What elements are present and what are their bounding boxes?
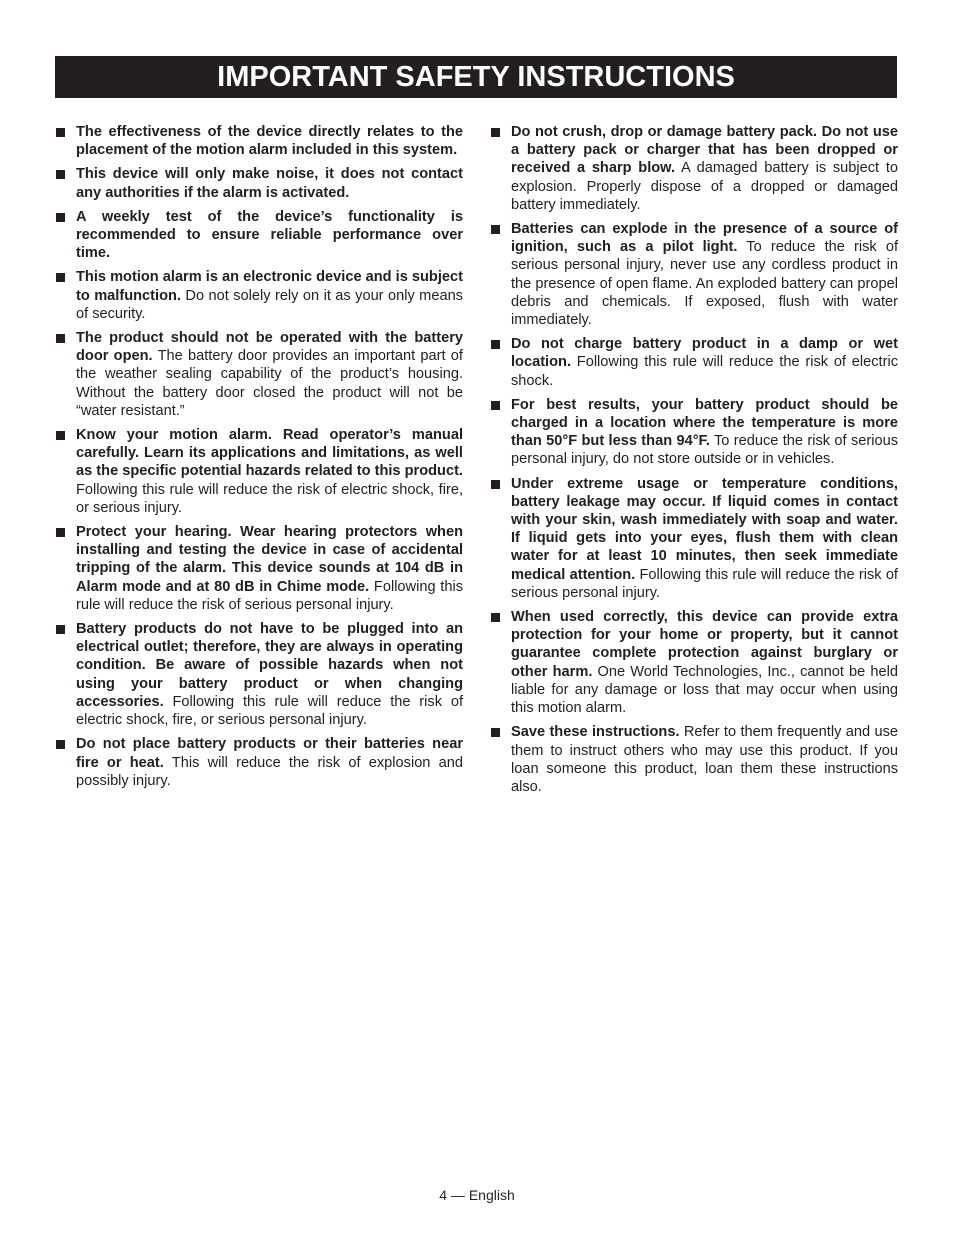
page-footer: 4 — English — [439, 1187, 515, 1203]
instruction-item — [490, 335, 898, 390]
instruction-text: Following this rule will reduce the risk of serious personal injury. — [76, 578, 463, 613]
instruction-item — [55, 426, 463, 517]
instruction-text: One World Technologies, Inc., cannot be held liable for any damage or loss that may occur when using this motion alarm. — [511, 663, 898, 717]
instruction-heading: Do not crush, drop or damage battery pack. Do not use a battery pack or charger that has been dropped or received a sharp blow. — [511, 124, 898, 177]
instruction-heading: This device will only make noise, it does not contact any authorities if the alarm is activated. — [76, 166, 463, 201]
instruction-text: To reduce the risk of serious personal injury, never use any cordless product in the presence of open flame. An exploded battery can propel debris and chemicals. If exposed, flush with water immediately. — [511, 239, 898, 329]
instruction-item — [490, 220, 898, 329]
instruction-item — [55, 123, 463, 159]
square-bullet-icon — [56, 170, 65, 179]
instruction-item — [55, 208, 463, 263]
square-bullet-icon — [56, 431, 65, 440]
instruction-heading: Do not place battery products or their batteries near fire or heat. — [76, 736, 463, 771]
instruction-item — [490, 396, 898, 469]
square-bullet-icon — [491, 340, 500, 349]
right-column — [490, 123, 898, 802]
square-bullet-icon — [491, 128, 500, 137]
instruction-item — [55, 268, 463, 323]
instruction-heading: When used correctly, this device can provide extra protection for your home or property, but it cannot guarantee complete protection against burglary or other harm. — [511, 609, 898, 680]
header-bar — [55, 56, 897, 98]
instruction-item — [55, 735, 463, 790]
instruction-heading: The effectiveness of the device directly relates to the placement of the motion alarm included in this system. — [76, 124, 463, 159]
instruction-text: Following this rule will reduce the risk of electric shock, fire, or serious injury. — [76, 481, 463, 516]
square-bullet-icon — [491, 728, 500, 737]
instruction-item — [490, 123, 898, 214]
instruction-heading: This motion alarm is an electronic device and is subject to malfunction. — [76, 269, 463, 304]
instruction-heading: Battery products do not have to be plugged into an electrical outlet; therefore, they are always in operating condition. Be aware of possible hazards when not using your battery product or when changing accessories. — [76, 621, 463, 710]
left-column — [55, 123, 463, 796]
square-bullet-icon — [56, 334, 65, 343]
square-bullet-icon — [56, 528, 65, 537]
instruction-text: Refer to them frequently and use them to instruct others who may use this product. If you loan someone this product, loan them these instructions also. — [511, 724, 898, 795]
instruction-text: The battery door provides an important part of the weather sealing capability of the product’s housing. Without the battery door closed the product will not be “water resistant.” — [76, 348, 463, 419]
instruction-heading: The product should not be operated with the battery door open. — [76, 330, 463, 365]
square-bullet-icon — [56, 273, 65, 282]
instruction-text: Following this rule will reduce the risk of electric shock, fire, or serious personal injury. — [76, 693, 463, 729]
instruction-item — [55, 523, 463, 614]
instruction-heading: Know your motion alarm. Read operator’s manual carefully. Learn its applications and limitations, as well as the specific potential hazards related to this product. — [76, 427, 463, 480]
square-bullet-icon — [491, 225, 500, 234]
instruction-text: Following this rule will reduce the risk of serious personal injury. — [511, 566, 898, 601]
instruction-item — [490, 608, 898, 717]
instruction-text: A damaged battery is subject to explosion. Properly dispose of a dropped or damaged battery immediately. — [511, 160, 899, 213]
instruction-heading: Protect your hearing. Wear hearing protectors when installing and testing the device in case of accidental tripping of the alarm. This device sounds at 104 dB in Alarm mode and at 80 dB in Chime mode. — [76, 524, 463, 595]
square-bullet-icon — [56, 740, 65, 749]
instruction-item — [55, 165, 463, 201]
instruction-text: Following this rule will reduce the risk of electric shock. — [511, 354, 898, 389]
square-bullet-icon — [491, 613, 500, 622]
square-bullet-icon — [491, 480, 500, 489]
instruction-heading: Do not charge battery product in a damp or wet location. — [511, 336, 898, 371]
square-bullet-icon — [56, 128, 65, 137]
instruction-item — [55, 620, 463, 729]
instruction-heading: Batteries can explode in the presence of a source of ignition, such as a pilot light. — [511, 221, 898, 256]
instruction-text: Do not solely rely on it as your only means of security. — [76, 287, 463, 322]
page-title: IMPORTANT SAFETY INSTRUCTIONS — [217, 61, 735, 93]
square-bullet-icon — [491, 401, 500, 410]
instruction-item — [490, 475, 898, 602]
instruction-heading: For best results, your battery product should be charged in a location where the temperature is more than 50°F but less than 94°F. — [511, 396, 898, 450]
instruction-text: This will reduce the risk of explosion and possibly injury. — [76, 754, 463, 789]
instruction-item — [55, 329, 463, 420]
instruction-heading: A weekly test of the device’s functionality is recommended to ensure reliable performance over time. — [76, 208, 463, 262]
square-bullet-icon — [56, 625, 65, 634]
instruction-item — [490, 723, 898, 796]
square-bullet-icon — [56, 213, 65, 222]
instruction-heading: Save these instructions. — [511, 724, 680, 741]
instruction-heading: Under extreme usage or temperature conditions, battery leakage may occur. If liquid comes in contact with your skin, wash immediately with soap and water. If liquid gets into your eyes, flush them with clean water for at least 10 minutes, then seek immediate medical attention. — [511, 475, 898, 583]
instruction-text: To reduce the risk of serious personal injury, do not store outside or in vehicles. — [511, 433, 898, 468]
